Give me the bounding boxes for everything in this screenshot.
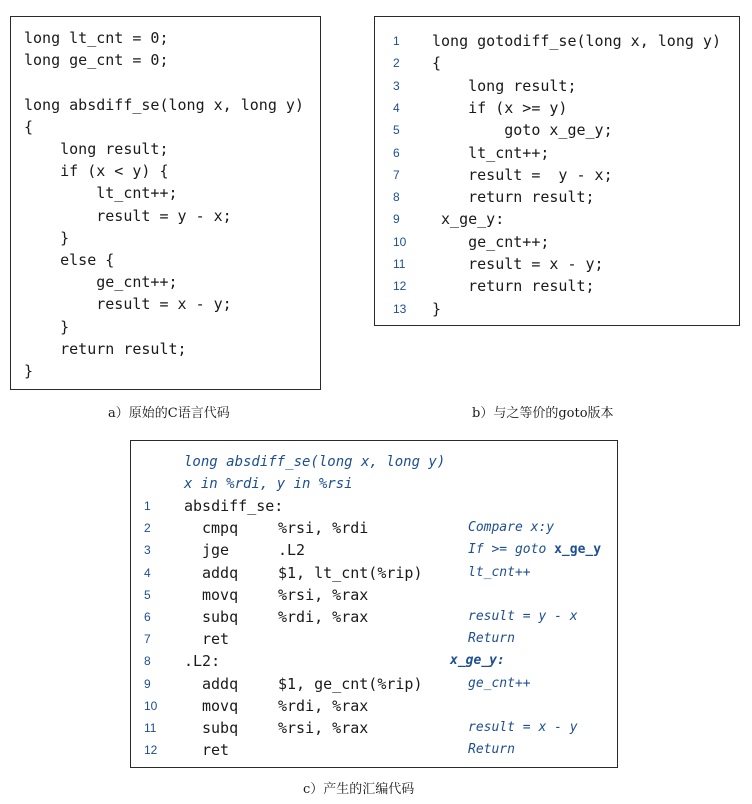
- panel-b-code-line: {: [432, 54, 442, 73]
- panel-c-asm-args: $1, ge_cnt(%rip): [278, 674, 423, 693]
- panel-b-code-line: lt_cnt++;: [432, 143, 550, 162]
- panel-c-line-number: 10: [144, 698, 158, 713]
- panel-a-code-line: if (x < y) {: [24, 162, 169, 181]
- panel-c-asm-comment: [468, 539, 601, 561]
- panel-c-asm-op: movq: [202, 696, 239, 715]
- panel-c-asm-op: ret: [202, 741, 230, 760]
- panel-c-line-number: 9: [144, 676, 151, 691]
- panel-c-asm-op: addq: [202, 563, 239, 582]
- panel-b-code-line: result = x - y;: [432, 255, 604, 273]
- panel-a-code-line: long absdiff_se(long x, long y): [24, 95, 304, 114]
- panel-b-line-number: 7: [393, 167, 400, 182]
- panel-c-comment-text: Return: [468, 742, 515, 758]
- panel-a-code-line: long result;: [24, 140, 169, 158]
- panel-c-asm-args: %rsi, %rax: [278, 585, 369, 604]
- panel-b-code-line: goto x_ge_y;: [432, 121, 613, 140]
- panel-c-line-number: 7: [144, 632, 151, 647]
- panel-c-header-line: long absdiff_se(long x, long y): [184, 454, 446, 470]
- panel-b-line-number: 8: [393, 190, 400, 205]
- panel-c-asm-comment: [468, 628, 515, 650]
- panel-c-comment-text: lt_cnt++: [468, 564, 531, 580]
- panel-c-asm-label: .L2:: [184, 652, 221, 671]
- panel-c-comment-text: result = y - x: [468, 609, 578, 624]
- panel-b-code-line: long result;: [432, 76, 577, 95]
- panel-b-line-number: 13: [393, 301, 407, 316]
- panel-c-header-line: x in %rdi, y in %rsi: [184, 476, 353, 493]
- panel-b-caption: b）与之等价的goto版本: [472, 406, 614, 421]
- panel-b-line-number: 2: [393, 56, 400, 71]
- panel-c-asm-args: %rdi, %rax: [278, 696, 369, 715]
- panel-c-asm-args: $1, lt_cnt(%rip): [278, 563, 423, 582]
- panel-b-line-number: 9: [393, 212, 400, 227]
- panel-a-code-line: }: [24, 362, 34, 380]
- panel-c-asm-label: absdiff_se:: [184, 497, 284, 515]
- panel-a-code-line: }: [24, 228, 70, 247]
- panel-b-line-number: 11: [393, 257, 406, 271]
- panel-c-asm-op: ret: [202, 630, 230, 649]
- panel-c-asm-args: %rsi, %rax: [278, 719, 369, 737]
- panel-b-line-number: 4: [393, 100, 400, 115]
- panel-b-line-number: 3: [393, 78, 400, 93]
- panel-b-code-line: x_ge_y:: [432, 210, 505, 229]
- panel-b-line-number: 10: [393, 234, 407, 249]
- panel-c-comment-text: ge_cnt++: [468, 675, 531, 691]
- panel-b-code-line: long gotodiff_se(long x, long y): [432, 32, 721, 50]
- panel-a-code-line: {: [24, 117, 34, 136]
- panel-c-line-number: 11: [144, 721, 157, 735]
- panel-c-comment-text: result = x - y: [468, 720, 578, 735]
- panel-c-asm-op: movq: [202, 585, 239, 604]
- panel-c-asm-comment: [468, 562, 531, 584]
- panel-b-line-number: 1: [393, 34, 400, 48]
- panel-a-code-line: ge_cnt++;: [24, 273, 178, 292]
- panel-a-code-line: long lt_cnt = 0;: [24, 29, 169, 47]
- panel-c-asm-comment: [468, 717, 578, 739]
- panel-c-asm-comment: [468, 673, 531, 695]
- panel-c-comment-label: x_ge_y:: [450, 653, 505, 669]
- panel-c-asm-comment: [468, 739, 515, 761]
- panel-c-line-number: 3: [144, 543, 151, 558]
- panel-c-asm-comment: [468, 517, 554, 539]
- panel-a-code-line: }: [24, 317, 70, 336]
- panel-a-code-line: lt_cnt++;: [24, 184, 178, 203]
- panel-b-code-line: result = y - x;: [432, 165, 613, 184]
- panel-a-code-line: return result;: [24, 339, 187, 358]
- panel-c-asm-op: addq: [202, 674, 239, 693]
- panel-b-code-line: }: [432, 299, 442, 318]
- panel-c-line-number: 6: [144, 610, 151, 624]
- panel-c-comment-text: If >= goto: [468, 542, 555, 558]
- panel-c-caption: c）产生的汇编代码: [303, 782, 415, 797]
- panel-c-line-number: 4: [144, 565, 151, 580]
- panel-a-code-line: result = x - y;: [24, 295, 232, 314]
- panel-c-asm-comment: [468, 606, 578, 628]
- panel-c-line-number: 2: [144, 521, 151, 536]
- panel-c-comment-bold: x_ge_y: [554, 542, 602, 558]
- panel-a-code-line: else {: [24, 251, 115, 269]
- panel-b-line-number: 12: [393, 279, 407, 294]
- panel-c-asm-op: cmpq: [202, 519, 239, 538]
- panel-c-line-number: 8: [144, 654, 151, 669]
- panel-c-line-number: 5: [144, 587, 151, 602]
- panel-a-code-line: long ge_cnt = 0;: [24, 51, 169, 70]
- panel-c-asm-op: jge: [202, 541, 230, 560]
- panel-b-code-line: return result;: [432, 188, 595, 207]
- panel-c-line-number: 1: [144, 499, 151, 513]
- panel-c-comment-text: Compare x:y: [468, 520, 555, 536]
- panel-b-code-line: return result;: [432, 277, 595, 296]
- panel-b-code-line: ge_cnt++;: [432, 232, 550, 251]
- panel-c-asm-args: .L2: [278, 541, 306, 560]
- panel-b-line-number: 5: [393, 123, 400, 138]
- panel-a-caption: a）原始的C语言代码: [108, 406, 230, 421]
- panel-c-asm-args: %rdi, %rax: [278, 608, 369, 626]
- panel-c-asm-op: subq: [202, 608, 239, 626]
- panel-c-asm-op: subq: [202, 719, 239, 737]
- panel-c-comment-text: Return: [468, 631, 515, 647]
- panel-c-line-number: 12: [144, 743, 158, 758]
- panel-c-asm-args: %rsi, %rdi: [278, 519, 369, 538]
- panel-b-code-line: if (x >= y): [432, 98, 568, 117]
- panel-b-line-number: 6: [393, 145, 400, 160]
- panel-a-code-line: result = y - x;: [24, 206, 232, 225]
